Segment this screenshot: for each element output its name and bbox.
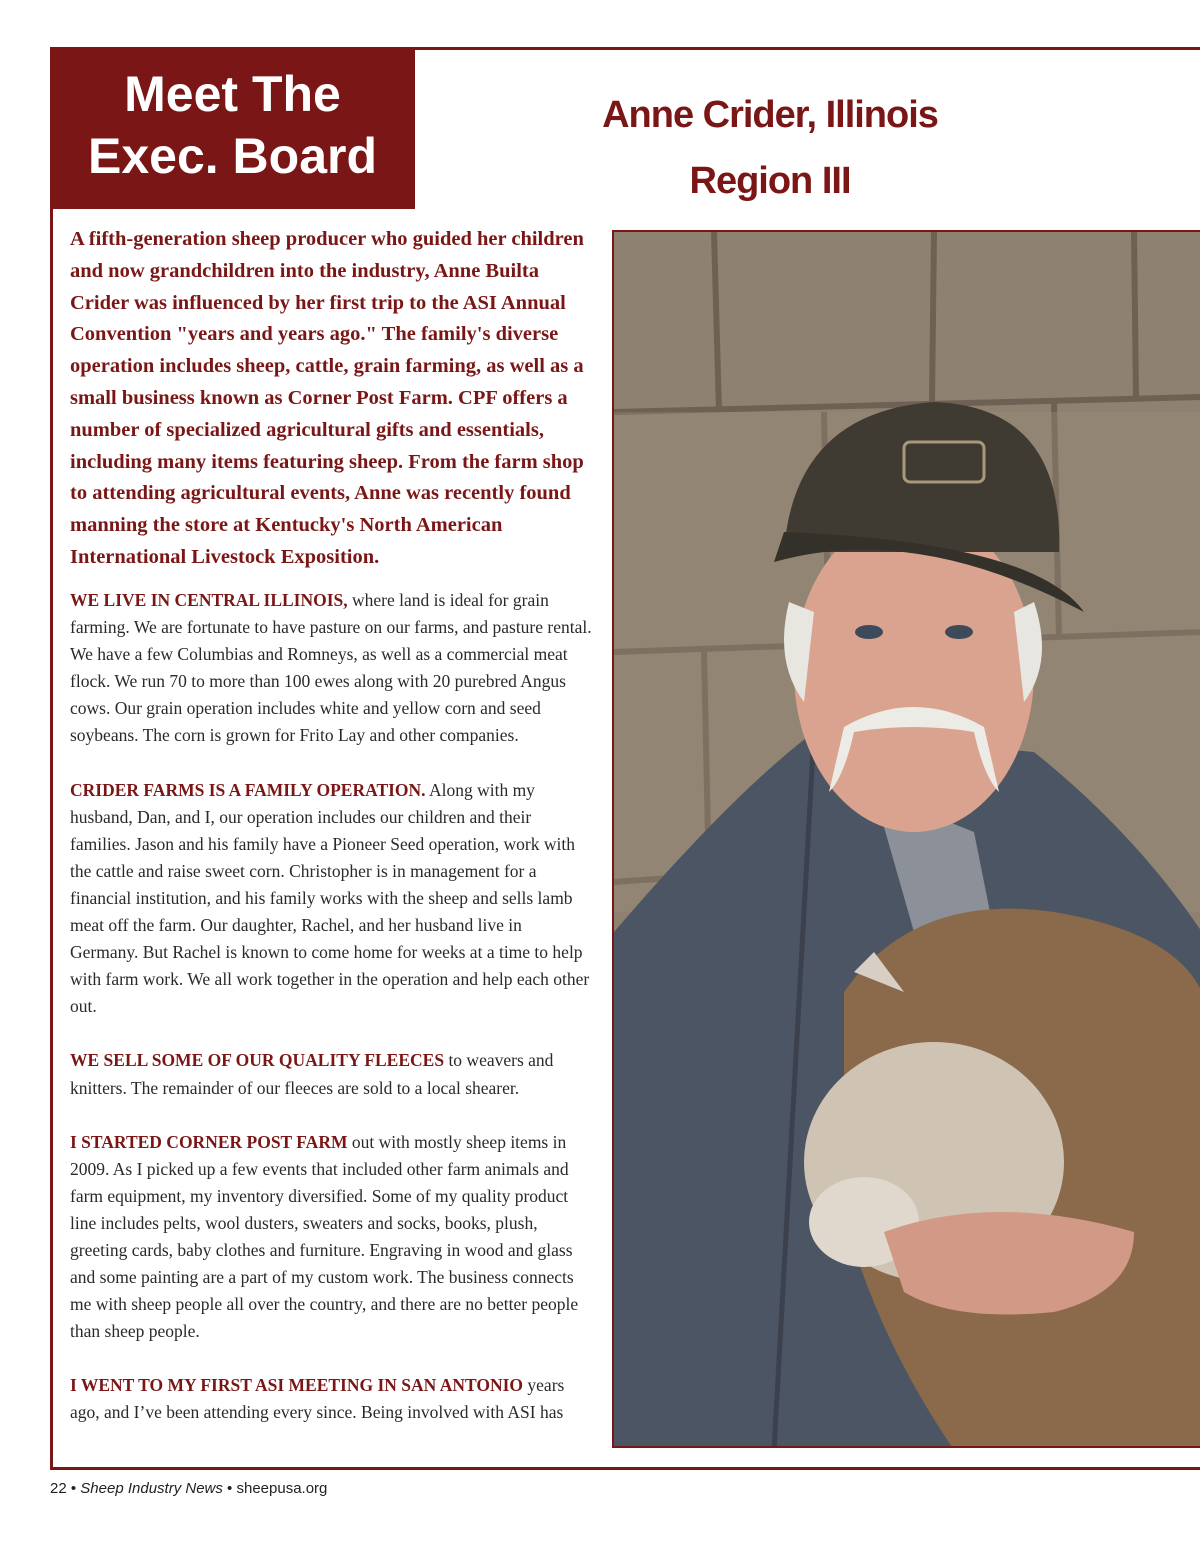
paragraph-text: to weavers and knitters. The remainder of our fleeces are sold to a local shearer.	[70, 1050, 554, 1098]
paragraph-1	[70, 587, 592, 750]
photo-illustration	[614, 232, 1200, 1448]
face	[794, 512, 1034, 832]
paragraph-5	[70, 1372, 592, 1426]
publication-name: Sheep Industry News	[80, 1480, 223, 1497]
paragraph-4	[70, 1129, 592, 1346]
paragraph-text: years ago, and I’ve been attending every since. Being involved with ASI has	[70, 1375, 565, 1423]
profile-name: Anne Crider, Illinois	[602, 94, 938, 136]
paragraph-lead: CRIDER FARMS IS A FAMILY OPERATION.	[70, 779, 426, 800]
paragraph-3	[70, 1047, 592, 1101]
section-title-line-2: Exec. Board	[87, 128, 377, 184]
article-body	[70, 587, 592, 1454]
section-title-line-1: Meet The	[124, 66, 341, 122]
paragraph-lead: I STARTED CORNER POST FARM	[70, 1131, 348, 1152]
website-link[interactable]: sheepusa.org	[236, 1480, 328, 1497]
paragraph-2	[70, 777, 592, 1021]
section-title-box	[50, 47, 415, 209]
footer-separator: •	[70, 1480, 77, 1497]
intro-paragraph: A fifth-generation sheep producer who guided her children and now grandchildren into the industry, Anne Builta Crider was influenced by her first trip to the ASI Annual Convention "years and years ago." The family's diverse operation includes sheep, cattle, grain farming, as well as a small business known as Corner Post Farm. CPF offers a number of specialized agricultural gifts and essentials, including many items featuring sheep. From the farm shop to attending agricultural events, Anne was recently found manning the store at Kentucky's North American International Livestock Exposition.	[70, 228, 584, 568]
profile-region: Region III	[689, 160, 851, 202]
paragraph-lead: I WENT TO MY FIRST ASI MEETING IN SAN ANTONIO	[70, 1375, 524, 1396]
paragraph-text: out with mostly sheep items in 2009. As I picked up a few events that included other farm animals and farm equipment, my inventory diversified. Some of my quality product line includes pelts, wool dusters, sweaters and socks, books, plush, greeting cards, baby clothes and furniture. Engraving in wood and glass and some painting are a part of my custom work. The business connects me with sheep people all over the country, and there are no better people than sheep people.	[70, 1131, 579, 1342]
profile-photo	[612, 230, 1200, 1448]
paragraph-text: Along with my husband, Dan, and I, our operation includes our children and their families. Jason and his family have a Pioneer Seed operation, work with the cattle and raise sweet corn. Christopher is in management for a financial institution, and his family works with the sheep and sells lamb meat off the farm. Our daughter, Rachel, and her husband live in Germany. But Rachel is known to come home for weeks at a time to help with farm work. We all work together in the operation and help each other out.	[70, 779, 590, 1017]
paragraph-text: where land is ideal for grain farming. We are fortunate to have pasture on our farms, and pasture rental. We have a few Columbias and Romneys, as well as a commercial meat flock. We run 70 to more than 100 ewes along with 20 purebred Angus cows. Our grain operation includes white and yellow corn and seed soybeans. The corn is grown for Frito Lay and other companies.	[70, 590, 592, 746]
paragraph-lead: WE LIVE IN CENTRAL ILLINOIS,	[70, 590, 348, 610]
profile-heading	[560, 82, 980, 214]
footer-separator: •	[227, 1480, 233, 1497]
paragraph-lead: WE SELL SOME OF OUR QUALITY FLEECES	[70, 1050, 445, 1071]
page-number: 22	[50, 1480, 67, 1497]
page-footer	[50, 1480, 327, 1497]
